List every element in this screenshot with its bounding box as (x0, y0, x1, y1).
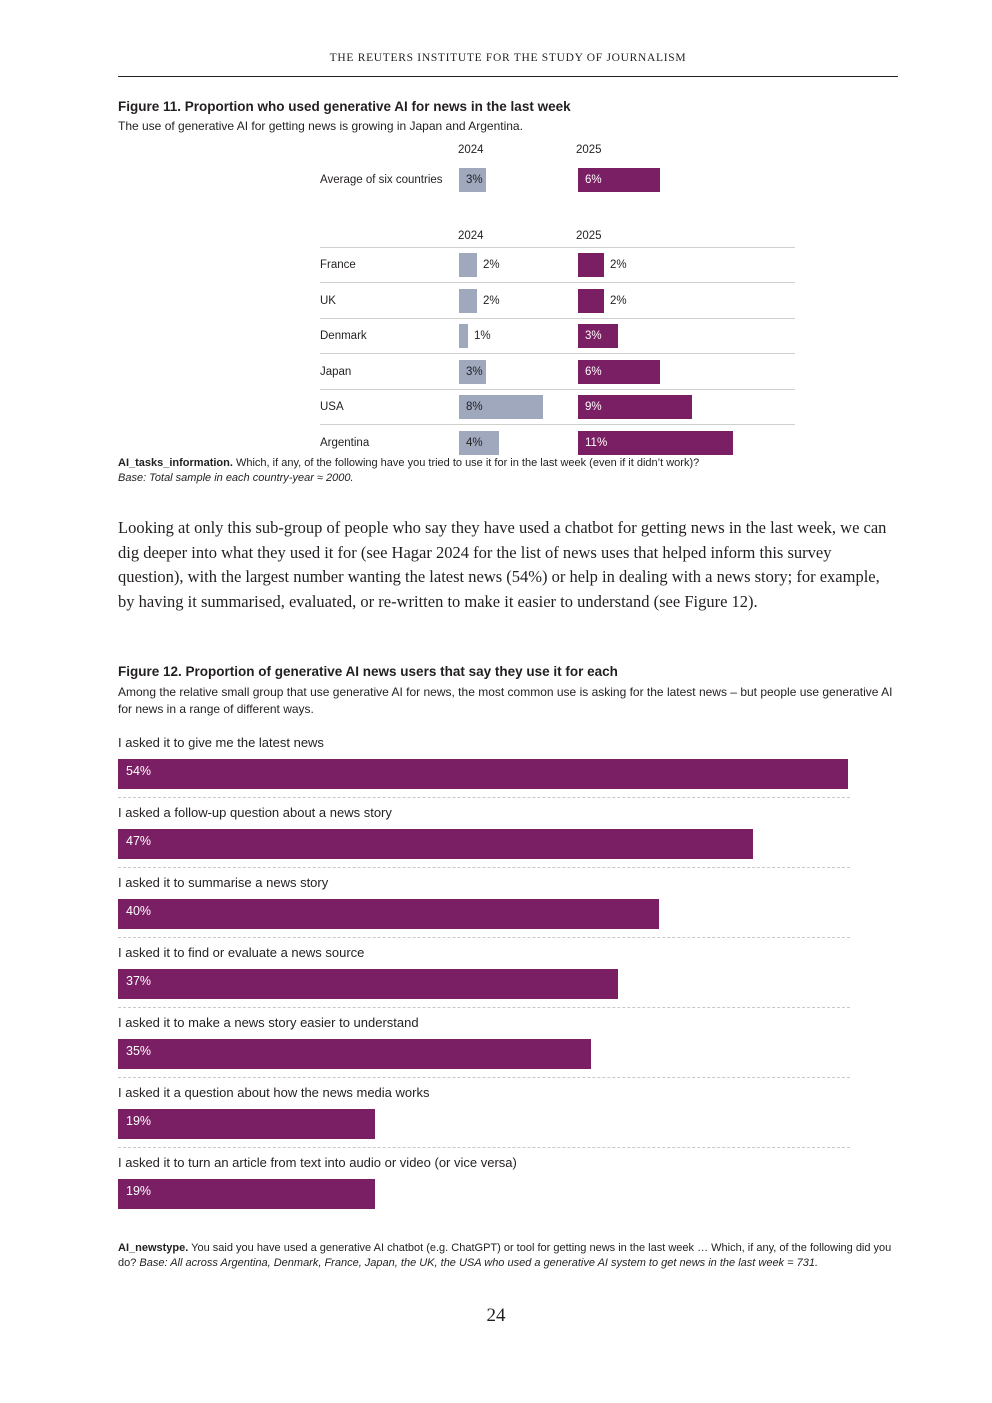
figure12-value-follow-up: 47% (126, 834, 152, 848)
colheader-2024-summary: 2024 (458, 144, 484, 156)
figure11-source-label: AI_tasks_information. (118, 457, 233, 469)
bar-2025-uk (578, 289, 604, 313)
row-label-uk: UK (320, 294, 336, 307)
figure12-bar-latest-news (118, 759, 848, 789)
figure12-value-easier-understand: 35% (126, 1044, 152, 1058)
figure11-row-usa (118, 390, 898, 426)
figure11-summary-row (118, 162, 898, 198)
value-2025-usa: 9% (585, 401, 602, 414)
figure12-bar-find-evaluate (118, 969, 618, 999)
figure12-value-text-to-audio: 19% (126, 1184, 152, 1198)
figure12-divider (118, 867, 850, 868)
row-label-denmark: Denmark (320, 330, 367, 343)
value-2024-denmark: 1% (474, 330, 491, 343)
figure12-item (118, 873, 898, 943)
body-paragraph: Looking at only this sub-group of people who say they have used a chatbot for getting news in the last week, we can dig deeper into what they used it for (see Hagar 2024 for the list of news uses that helped inform this survey question), with the largest number wanting the latest news (54%) or help in dealing with a news story; for example, by having it summarised, evaluated, or re-written to make it easier to understand (see Figure 12). (118, 518, 887, 611)
figure11-subtitle: The use of generative AI for getting news is growing in Japan and Argentina. (118, 119, 523, 133)
figure12-divider (118, 1077, 850, 1078)
figure12-label-find-evaluate: I asked it to find or evaluate a news source (118, 945, 365, 960)
figure11-source-base: Base: Total sample in each country-year ≈ 2000. (118, 471, 354, 484)
figure12-divider (118, 1147, 850, 1148)
figure12-label-follow-up: I asked a follow-up question about a news story (118, 805, 392, 820)
figure12-bar-follow-up (118, 829, 753, 859)
figure12-title: Figure 12. Proportion of generative AI news users that say they use it for each (118, 664, 618, 679)
figure11-row-uk (118, 283, 898, 319)
figure12-value-find-evaluate: 37% (126, 974, 152, 988)
figure11-chart (118, 140, 898, 461)
figure12-bar-text-to-audio (118, 1179, 375, 1209)
figure12-divider (118, 1007, 850, 1008)
colheader-2025: 2025 (576, 229, 602, 242)
figure12-subtitle: Among the relative small group that use generative AI for news, the most common use is asking for the latest news – but people use generative AI for news in a range of different ways. (118, 685, 893, 716)
figure12-item (118, 1083, 898, 1153)
figure11-summary-colheaders (118, 140, 898, 162)
value-2025-argentina: 11% (585, 436, 608, 449)
figure12-value-latest-news: 54% (126, 764, 152, 778)
figure12-item (118, 803, 898, 873)
figure12-source (118, 1241, 898, 1271)
value-2024-uk: 2% (483, 294, 500, 307)
value-2025-uk: 2% (610, 294, 627, 307)
row-label-usa: USA (320, 401, 344, 414)
figure11-row-denmark (118, 319, 898, 355)
bar-2024-denmark (459, 324, 468, 348)
colheader-2024: 2024 (458, 229, 484, 242)
figure11-title: Figure 11. Proportion who used generative AI for news in the last week (118, 99, 571, 114)
bar-2024-uk (459, 289, 477, 313)
figure11-source (118, 456, 898, 486)
figure12-item (118, 1013, 898, 1083)
value-2024-usa: 8% (466, 401, 483, 414)
figure12-item (118, 733, 898, 803)
row-label-average: Average of six countries (320, 173, 443, 186)
value-2025-denmark: 3% (585, 330, 602, 343)
figure12-label-media-works: I asked it a question about how the news media works (118, 1085, 430, 1100)
figure12-label-latest-news: I asked it to give me the latest news (118, 735, 324, 750)
colheader-2025-summary: 2025 (576, 144, 602, 156)
figure12-value-summarise: 40% (126, 904, 152, 918)
figure12-source-label: AI_newstype. (118, 1242, 189, 1254)
figure12-item (118, 1153, 898, 1223)
figure12-divider (118, 797, 850, 798)
row-label-japan: Japan (320, 365, 352, 378)
row-label-argentina: Argentina (320, 436, 370, 449)
value-2025-average: 6% (585, 173, 602, 186)
running-head: THE REUTERS INSTITUTE FOR THE STUDY OF JOURNALISM (329, 52, 687, 64)
bar-2025-france (578, 253, 604, 277)
figure12-bar-media-works (118, 1109, 375, 1139)
figure12-divider (118, 937, 850, 938)
figure12-chart (118, 733, 898, 1223)
figure12-label-summarise: I asked it to summarise a news story (118, 875, 329, 890)
value-2024-france: 2% (483, 259, 500, 272)
figure12-source-question: You said you have used a generative AI chatbot (e.g. ChatGPT) or tool for getting news in the last week … Which, if any, of the following did you do? (118, 1242, 892, 1269)
bar-2024-france (459, 253, 477, 277)
figure12-item (118, 943, 898, 1013)
figure12-bar-easier-understand (118, 1039, 591, 1069)
figure12-bar-summarise (118, 899, 659, 929)
row-label-france: France (320, 259, 356, 272)
value-2025-france: 2% (610, 259, 627, 272)
figure11-spacer (118, 198, 898, 226)
page-number: 24 (486, 1305, 506, 1326)
figure12-label-easier-understand: I asked it to make a news story easier to understand (118, 1015, 419, 1030)
figure11-country-colheaders (118, 226, 898, 248)
value-2025-japan: 6% (585, 365, 602, 378)
figure12-source-base: Base: All across Argentina, Denmark, France, Japan, the UK, the USA who used a generative AI system to get news in the last week = 731. (139, 1256, 819, 1269)
figure11-row-france (118, 248, 898, 284)
figure11-row-japan (118, 354, 898, 390)
figure12-label-text-to-audio: I asked it to turn an article from text into audio or video (or vice versa) (118, 1155, 517, 1170)
value-2024-argentina: 4% (466, 436, 483, 449)
value-2024-japan: 3% (466, 365, 483, 378)
figure12-value-media-works: 19% (126, 1114, 152, 1128)
figure11-source-question: Which, if any, of the following have you tried to use it for in the last week (even if it didn’t work)? (235, 457, 700, 469)
header-divider (118, 76, 898, 77)
value-2024-average: 3% (466, 173, 483, 186)
